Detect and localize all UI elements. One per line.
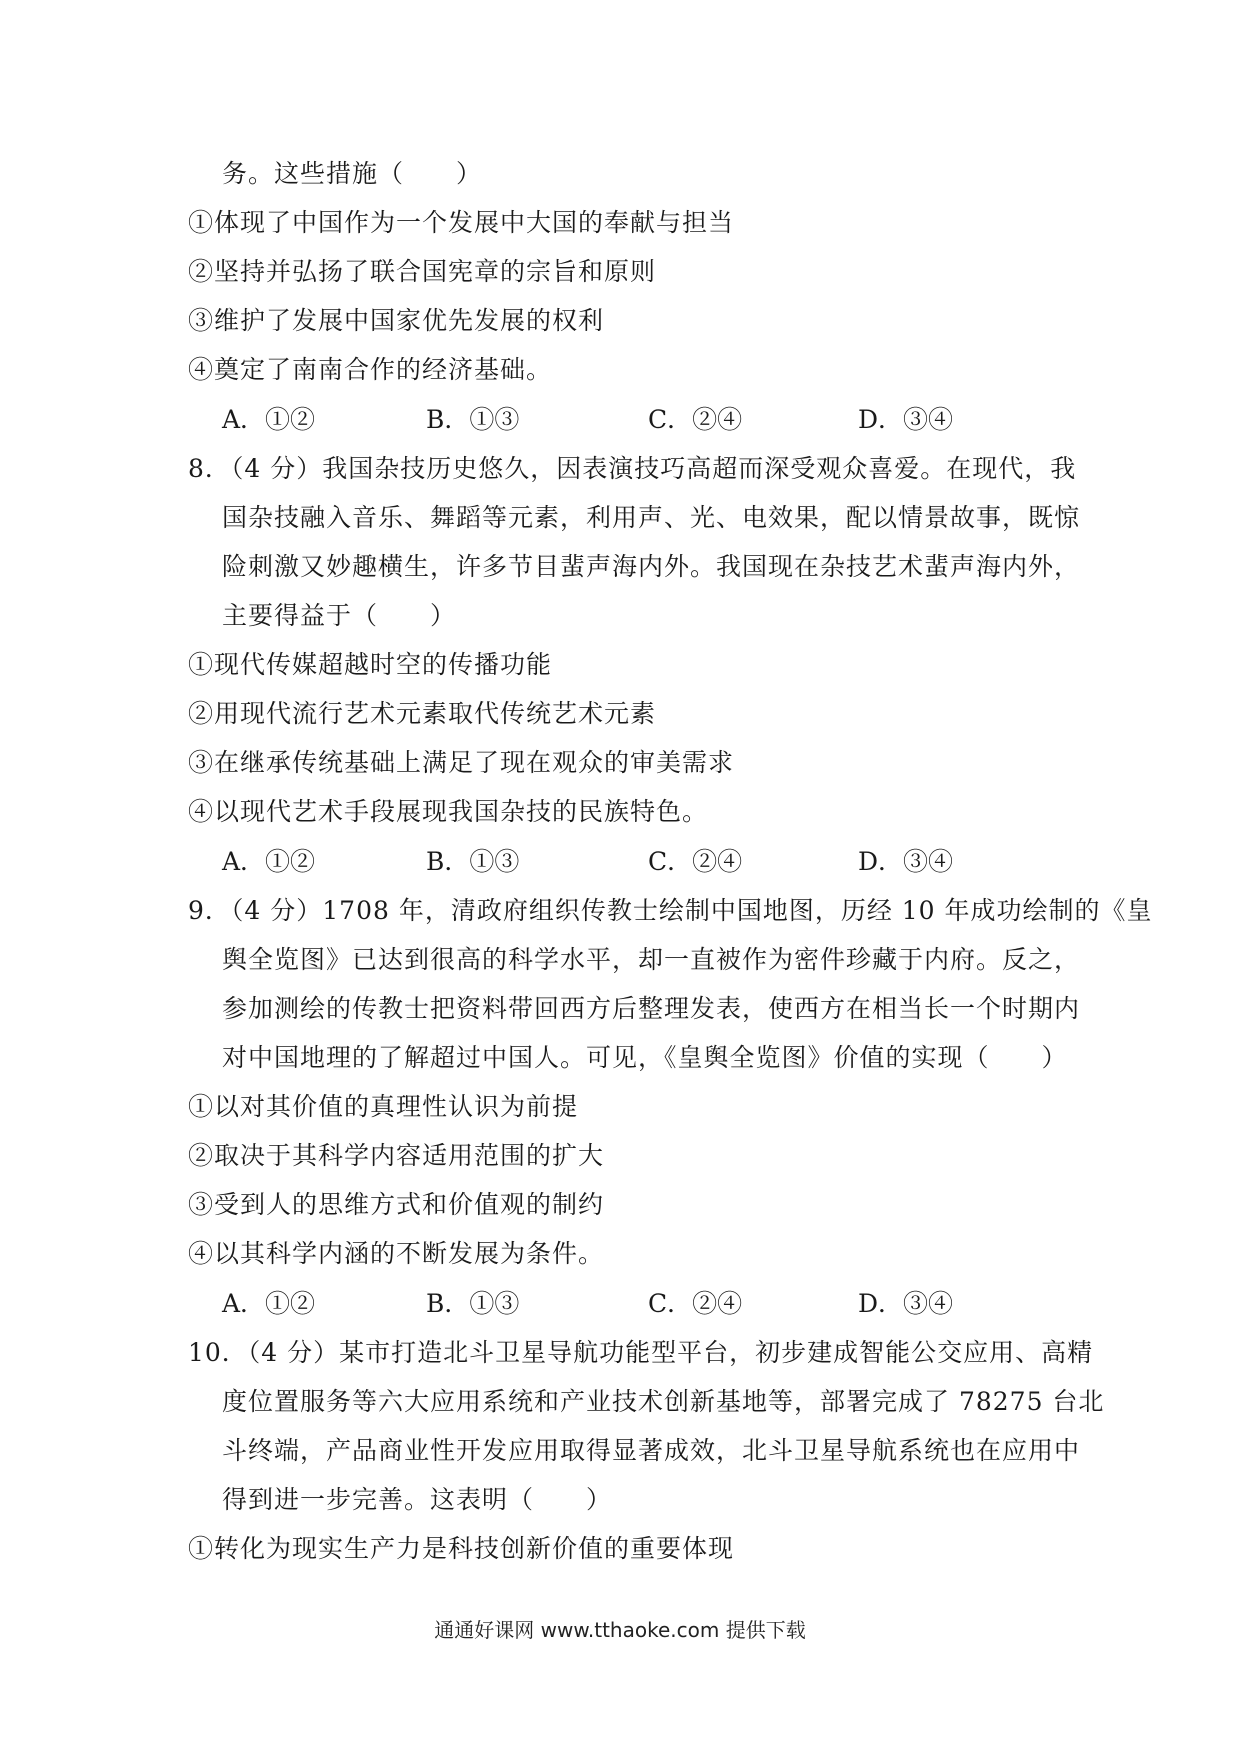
- q10-item-1: ①转化为现实生产力是科技创新价值的重要体现: [188, 1534, 735, 1563]
- q8-choice-c: C．②④: [648, 847, 743, 876]
- q9-item-3: ③受到人的思维方式和价值观的制约: [188, 1190, 605, 1219]
- q9-stem-line-1: 9．（4 分）1708 年，清政府组织传教士绘制中国地图，历经 10 年成功绘制的《皇: [188, 896, 1153, 925]
- q10-stem-line-4: 得到进一步完善。这表明（ ）: [222, 1485, 613, 1514]
- q8-choice-d: D．③④: [858, 847, 954, 876]
- q10-stem-line-1: 10．（4 分）某市打造北斗卫星导航功能型平台，初步建成智能公交应用、高精: [188, 1338, 1094, 1367]
- q8-stem-line-2: 国杂技融入音乐、舞蹈等元素，利用声、光、电效果，配以情景故事，既惊: [222, 503, 1081, 532]
- q7-item-4: ④奠定了南南合作的经济基础。: [188, 355, 553, 384]
- q8-item-2: ②用现代流行艺术元素取代传统艺术元素: [188, 699, 657, 728]
- q9-item-4: ④以其科学内涵的不断发展为条件。: [188, 1239, 605, 1268]
- q7-choice-d: D．③④: [858, 405, 954, 434]
- q7-item-2: ②坚持并弘扬了联合国宪章的宗旨和原则: [188, 257, 657, 286]
- q10-stem-line-2: 度位置服务等六大应用系统和产业技术创新基地等，部署完成了 78275 台北: [222, 1387, 1105, 1416]
- q9-stem-line-2: 舆全览图》已达到很高的科学水平，却一直被作为密件珍藏于内府。反之，: [222, 945, 1081, 974]
- q8-item-4: ④以现代艺术手段展现我国杂技的民族特色。: [188, 797, 709, 826]
- q9-item-1: ①以对其价值的真理性认识为前提: [188, 1092, 579, 1121]
- q7-item-1: ①体现了中国作为一个发展中大国的奉献与担当: [188, 208, 735, 237]
- q9-choice-b: B．①③: [426, 1289, 520, 1318]
- q8-stem-line-4: 主要得益于（ ）: [222, 601, 457, 630]
- q7-stem-continuation: 务。这些措施（ ）: [222, 159, 483, 188]
- q7-choices: [222, 403, 982, 437]
- q8-stem-line-3: 险刺激又妙趣横生，许多节目蜚声海内外。我国现在杂技艺术蜚声海内外，: [222, 552, 1081, 581]
- q8-choice-a: A．①②: [222, 847, 316, 876]
- q9-choice-d: D．③④: [858, 1289, 954, 1318]
- q8-choice-b: B．①③: [426, 847, 520, 876]
- q7-choice-c: C．②④: [648, 405, 743, 434]
- page-footer: 通通好课网 www.tthaoke.com 提供下载: [434, 1618, 806, 1642]
- q8-item-1: ①现代传媒超越时空的传播功能: [188, 650, 553, 679]
- q9-choices: [222, 1287, 982, 1321]
- q9-item-2: ②取决于其科学内容适用范围的扩大: [188, 1141, 605, 1170]
- q8-choices: [222, 845, 982, 879]
- q7-choice-b: B．①③: [426, 405, 520, 434]
- q9-stem-line-4: 对中国地理的了解超过中国人。可见，《皇舆全览图》价值的实现（ ）: [222, 1043, 1068, 1072]
- q9-stem-line-3: 参加测绘的传教士把资料带回西方后整理发表，使西方在相当长一个时期内: [222, 994, 1081, 1023]
- q8-stem-line-1: 8．（4 分）我国杂技历史悠久，因表演技巧高超而深受观众喜爱。在现代，我: [188, 454, 1077, 483]
- q7-choice-a: A．①②: [222, 405, 316, 434]
- q10-stem-line-3: 斗终端，产品商业性开发应用取得显著成效，北斗卫星导航系统也在应用中: [222, 1436, 1081, 1465]
- q9-choice-c: C．②④: [648, 1289, 743, 1318]
- q8-item-3: ③在继承传统基础上满足了现在观众的审美需求: [188, 748, 735, 777]
- q7-item-3: ③维护了发展中国家优先发展的权利: [188, 306, 605, 335]
- q9-choice-a: A．①②: [222, 1289, 316, 1318]
